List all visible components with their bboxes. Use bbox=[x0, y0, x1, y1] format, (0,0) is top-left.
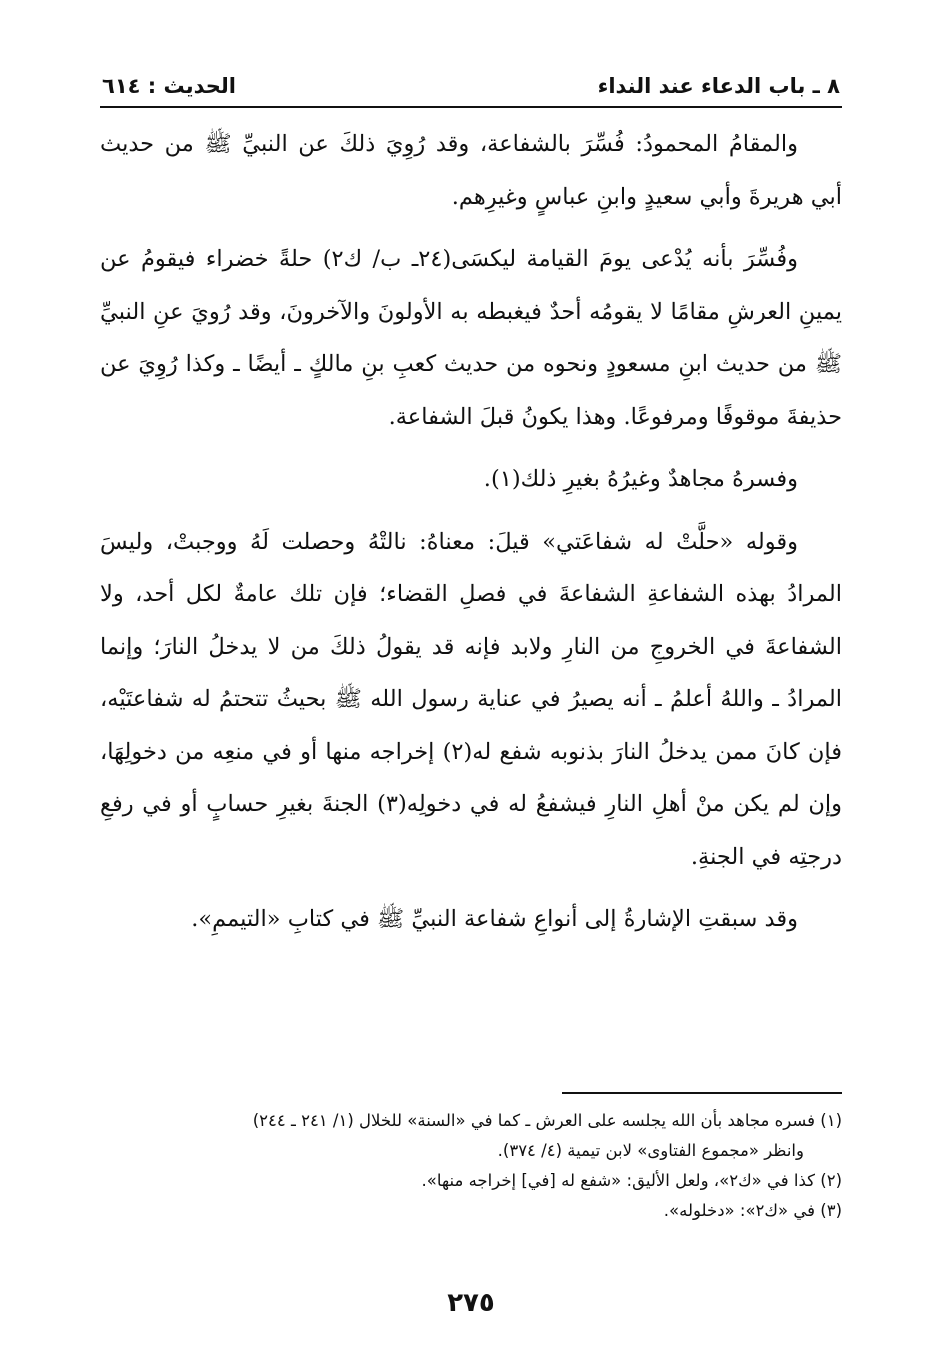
paragraph: وقوله «حلَّتْ له شفاعَتي» قيلَ: معناهُ: نالتْهُ وحصلت لَهُ ووجبتْ، وليسَ المرادُ بهذه الشفاعةِ الشفاعةَ في فصلِ القضاء؛ فإن تلك عامةٌ لكل أحد، ولا الشفاعةَ في الخروجِ من النارِ ولابد فإنه قد يقولُ ذلكَ من لا يدخلُ النارَ؛ وإنما المرادُ ـ واللهُ أعلمُ ـ أنه يصيرُ في عناية رسول الله ﷺ بحيثُ تتحتمُ له شفاعتَيْه، فإن كانَ ممن يدخلُ النارَ بذنوبه شفع له(٢) إخراجه منها أو في منعِه من دخولِهَا، وإن لم يكن منْ أهلِ النارِ فيشفعُ له في دخولِه(٣) الجنةَ بغيرِ حسابٍ أو في رفعِ درجتِه في الجنةِ. bbox=[100, 528, 843, 870]
footnote-2 bbox=[100, 1166, 842, 1196]
main-text bbox=[100, 118, 842, 956]
chapter-title: ٨ ـ باب الدعاء عند النداء bbox=[597, 74, 840, 98]
footnote-text: وانظر «مجموع الفتاوى» لابن تيمية (٤/ ٣٧٤). bbox=[497, 1141, 804, 1160]
hadith-number: الحديث : ٦١٤ bbox=[102, 74, 236, 98]
running-header bbox=[100, 66, 842, 108]
paragraph: وفسرهُ مجاهدٌ وغيرُهُ بغيرِ ذلك(١). bbox=[483, 466, 798, 492]
footnotes bbox=[100, 1106, 842, 1226]
footnote-1 bbox=[100, 1106, 842, 1166]
paragraph: والمقامُ المحمودُ: فُسِّرَ بالشفاعة، وقد رُوِيَ ذلكَ عن النبيِّ ﷺ من حديث أبي هريرةَ وأبي سعيدٍ وابنِ عباسٍ وغيرِهم. bbox=[100, 131, 842, 210]
footnote-text: (١) فسره مجاهد بأن الله يجلسه على العرش ـ كما في «السنة» للخلال (١/ ٢٤١ ـ ٢٤٤) bbox=[252, 1111, 842, 1130]
footnote-text: (٣) في «ك٢»: «دخلوله». bbox=[663, 1201, 842, 1220]
footnote-text: (٢) كذا في «ك٢»، ولعل الأليق: «شفع له [في] إخراجه منها». bbox=[421, 1171, 842, 1190]
footnote-3 bbox=[100, 1196, 842, 1226]
footnote-divider bbox=[562, 1092, 842, 1094]
paragraph: وفُسِّرَ بأنه يُدْعى يومَ القيامة ليكسَى(٢٤ـ ب/ ك٢) حلةً خضراء فيقومُ عن يمينِ العرشِ مقامًا لا يقومُه أحدٌ فيغبطه به الأولونَ والآخرونَ، وقد رُويَ عنِ النبيِّ ﷺ من حديث ابنِ مسعودٍ ونحوه من حديث كعبِ بنِ مالكٍ ـ أيضًا ـ وكذا رُوِيَ عن حذيفةَ موقوفًا ومرفوعًا. وهذا يكونُ قبلَ الشفاعة. bbox=[100, 246, 842, 430]
page-number: ٢٧٥ bbox=[447, 1288, 495, 1318]
paragraph: وقد سبقتِ الإشارةُ إلى أنواعِ شفاعة النبيِّ ﷺ في كتابِ «التيممِ». bbox=[191, 906, 798, 932]
